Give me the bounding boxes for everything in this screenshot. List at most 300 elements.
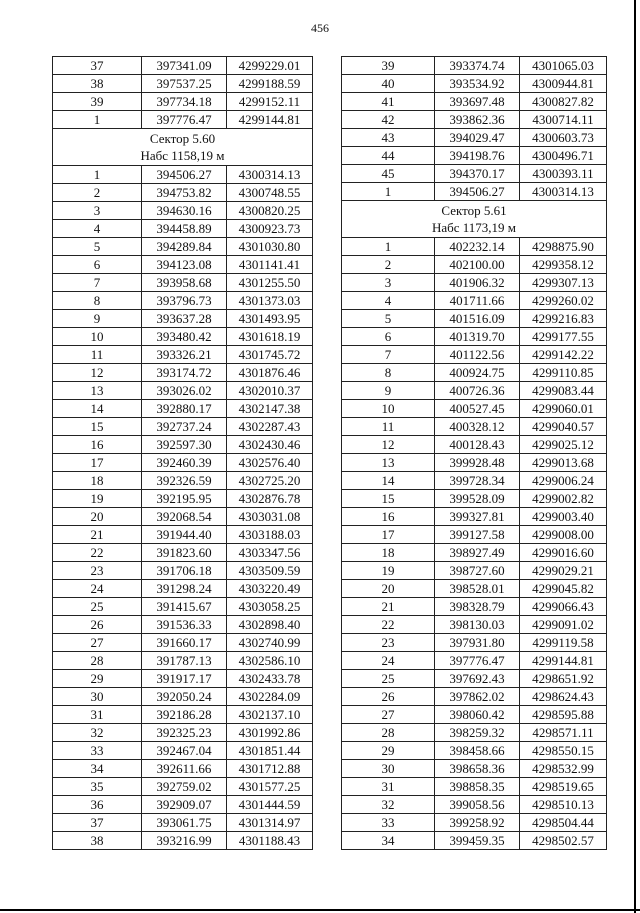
y-coordinate-cell: 4298504.44 <box>520 814 607 832</box>
table-row <box>53 688 313 706</box>
point-number-cell: 17 <box>53 454 142 472</box>
sector-area: Набс 1158,19 м <box>140 148 225 163</box>
y-coordinate-cell: 4301851.44 <box>227 742 313 760</box>
table-row <box>342 580 607 598</box>
y-coordinate-cell: 4300944.81 <box>520 75 607 93</box>
point-number-cell: 14 <box>53 400 142 418</box>
table-row <box>53 382 313 400</box>
y-coordinate-cell: 4299013.68 <box>520 454 607 472</box>
y-coordinate-cell: 4302284.09 <box>227 688 313 706</box>
x-coordinate-cell: 393374.74 <box>435 57 520 75</box>
table-row <box>342 75 607 93</box>
table-row <box>342 760 607 778</box>
x-coordinate-cell: 392880.17 <box>142 400 227 418</box>
x-coordinate-cell: 399127.58 <box>435 526 520 544</box>
y-coordinate-cell: 4300748.55 <box>227 184 313 202</box>
y-coordinate-cell: 4299177.55 <box>520 328 607 346</box>
x-coordinate-cell: 391706.18 <box>142 562 227 580</box>
point-number-cell: 20 <box>53 508 142 526</box>
point-number-cell: 19 <box>342 562 435 580</box>
x-coordinate-cell: 400527.45 <box>435 400 520 418</box>
x-coordinate-cell: 392326.59 <box>142 472 227 490</box>
y-coordinate-cell: 4299229.01 <box>227 57 313 75</box>
x-coordinate-cell: 392597.30 <box>142 436 227 454</box>
y-coordinate-cell: 4301444.59 <box>227 796 313 814</box>
point-number-cell: 45 <box>342 165 435 183</box>
table-row <box>342 129 607 147</box>
table-row <box>342 346 607 364</box>
y-coordinate-cell: 4299110.85 <box>520 364 607 382</box>
x-coordinate-cell: 399058.56 <box>435 796 520 814</box>
point-number-cell: 34 <box>342 832 435 850</box>
point-number-cell: 37 <box>53 814 142 832</box>
table-row <box>53 256 313 274</box>
y-coordinate-cell: 4298571.11 <box>520 724 607 742</box>
table-row <box>342 183 607 201</box>
y-coordinate-cell: 4302010.37 <box>227 382 313 400</box>
point-number-cell: 21 <box>342 598 435 616</box>
x-coordinate-cell: 399258.92 <box>435 814 520 832</box>
x-coordinate-cell: 392759.02 <box>142 778 227 796</box>
x-coordinate-cell: 392068.54 <box>142 508 227 526</box>
table-row <box>342 508 607 526</box>
x-coordinate-cell: 393796.73 <box>142 292 227 310</box>
table-row <box>53 544 313 562</box>
y-coordinate-cell: 4299091.02 <box>520 616 607 634</box>
x-coordinate-cell: 392737.24 <box>142 418 227 436</box>
x-coordinate-cell: 401319.70 <box>435 328 520 346</box>
y-coordinate-cell: 4301493.95 <box>227 310 313 328</box>
point-number-cell: 4 <box>53 220 142 238</box>
point-number-cell: 4 <box>342 292 435 310</box>
point-number-cell: 22 <box>53 544 142 562</box>
y-coordinate-cell: 4300820.25 <box>227 202 313 220</box>
y-coordinate-cell: 4302725.20 <box>227 472 313 490</box>
y-coordinate-cell: 4301065.03 <box>520 57 607 75</box>
x-coordinate-cell: 391298.24 <box>142 580 227 598</box>
x-coordinate-cell: 392460.39 <box>142 454 227 472</box>
table-row <box>342 652 607 670</box>
x-coordinate-cell: 399528.09 <box>435 490 520 508</box>
table-row <box>342 706 607 724</box>
point-number-cell: 16 <box>53 436 142 454</box>
x-coordinate-cell: 398858.35 <box>435 778 520 796</box>
point-number-cell: 25 <box>53 598 142 616</box>
point-number-cell: 33 <box>53 742 142 760</box>
x-coordinate-cell: 400726.36 <box>435 382 520 400</box>
point-number-cell: 1 <box>342 183 435 201</box>
y-coordinate-cell: 4301618.19 <box>227 328 313 346</box>
point-number-cell: 35 <box>53 778 142 796</box>
table-row <box>342 814 607 832</box>
x-coordinate-cell: 398927.49 <box>435 544 520 562</box>
x-coordinate-cell: 391660.17 <box>142 634 227 652</box>
point-number-cell: 11 <box>53 346 142 364</box>
sector-header-row <box>342 201 607 238</box>
table-row <box>342 796 607 814</box>
point-number-cell: 26 <box>53 616 142 634</box>
x-coordinate-cell: 392186.28 <box>142 706 227 724</box>
x-coordinate-cell: 400128.43 <box>435 436 520 454</box>
point-number-cell: 24 <box>342 652 435 670</box>
x-coordinate-cell: 391415.67 <box>142 598 227 616</box>
x-coordinate-cell: 398458.66 <box>435 742 520 760</box>
y-coordinate-cell: 4299358.12 <box>520 256 607 274</box>
x-coordinate-cell: 400328.12 <box>435 418 520 436</box>
table-row <box>53 454 313 472</box>
table-row <box>53 436 313 454</box>
point-number-cell: 30 <box>342 760 435 778</box>
point-number-cell: 16 <box>342 508 435 526</box>
point-number-cell: 7 <box>342 346 435 364</box>
table-row <box>342 526 607 544</box>
x-coordinate-cell: 393026.02 <box>142 382 227 400</box>
table-row <box>53 364 313 382</box>
point-number-cell: 36 <box>53 796 142 814</box>
x-coordinate-cell: 399928.48 <box>435 454 520 472</box>
point-number-cell: 15 <box>342 490 435 508</box>
table-row <box>342 724 607 742</box>
table-row <box>53 526 313 544</box>
y-coordinate-cell: 4302147.38 <box>227 400 313 418</box>
y-coordinate-cell: 4299025.12 <box>520 436 607 454</box>
table-row <box>342 57 607 75</box>
x-coordinate-cell: 402232.14 <box>435 238 520 256</box>
table-row <box>342 400 607 418</box>
table-row <box>342 382 607 400</box>
table-row <box>342 147 607 165</box>
point-number-cell: 41 <box>342 93 435 111</box>
x-coordinate-cell: 397734.18 <box>142 93 227 111</box>
sector-header-row <box>53 129 313 166</box>
scan-edge-line <box>0 909 640 911</box>
table-row <box>53 760 313 778</box>
x-coordinate-cell: 394198.76 <box>435 147 520 165</box>
x-coordinate-cell: 397341.09 <box>142 57 227 75</box>
y-coordinate-cell: 4303509.59 <box>227 562 313 580</box>
table-row <box>342 436 607 454</box>
x-coordinate-cell: 402100.00 <box>435 256 520 274</box>
y-coordinate-cell: 4301188.43 <box>227 832 313 850</box>
x-coordinate-cell: 398060.42 <box>435 706 520 724</box>
y-coordinate-cell: 4298519.65 <box>520 778 607 796</box>
point-number-cell: 5 <box>53 238 142 256</box>
point-number-cell: 29 <box>342 742 435 760</box>
point-number-cell: 9 <box>53 310 142 328</box>
point-number-cell: 21 <box>53 526 142 544</box>
x-coordinate-cell: 394370.17 <box>435 165 520 183</box>
table-row <box>53 508 313 526</box>
point-number-cell: 25 <box>342 670 435 688</box>
table-row <box>53 166 313 184</box>
point-number-cell: 43 <box>342 129 435 147</box>
point-number-cell: 40 <box>342 75 435 93</box>
y-coordinate-cell: 4300314.13 <box>227 166 313 184</box>
point-number-cell: 17 <box>342 526 435 544</box>
y-coordinate-cell: 4302287.43 <box>227 418 313 436</box>
table-row <box>342 742 607 760</box>
x-coordinate-cell: 393534.92 <box>435 75 520 93</box>
table-row <box>53 472 313 490</box>
y-coordinate-cell: 4301876.46 <box>227 364 313 382</box>
y-coordinate-cell: 4303058.25 <box>227 598 313 616</box>
point-number-cell: 8 <box>53 292 142 310</box>
x-coordinate-cell: 391787.13 <box>142 652 227 670</box>
y-coordinate-cell: 4303188.03 <box>227 526 313 544</box>
point-number-cell: 32 <box>342 796 435 814</box>
x-coordinate-cell: 394506.27 <box>435 183 520 201</box>
table-row <box>53 75 313 93</box>
x-coordinate-cell: 391944.40 <box>142 526 227 544</box>
point-number-cell: 18 <box>342 544 435 562</box>
sector-title: Сектор 5.60 <box>149 131 216 146</box>
point-number-cell: 23 <box>53 562 142 580</box>
sector-header-cell <box>342 201 607 238</box>
x-coordinate-cell: 391823.60 <box>142 544 227 562</box>
table-row <box>342 634 607 652</box>
table-row <box>53 832 313 850</box>
point-number-cell: 22 <box>342 616 435 634</box>
table-row <box>53 598 313 616</box>
x-coordinate-cell: 393480.42 <box>142 328 227 346</box>
y-coordinate-cell: 4298532.99 <box>520 760 607 778</box>
y-coordinate-cell: 4298595.88 <box>520 706 607 724</box>
point-number-cell: 18 <box>53 472 142 490</box>
table-row <box>342 490 607 508</box>
y-coordinate-cell: 4302137.10 <box>227 706 313 724</box>
y-coordinate-cell: 4301745.72 <box>227 346 313 364</box>
table-row <box>53 796 313 814</box>
table-row <box>342 688 607 706</box>
table-row <box>342 832 607 850</box>
x-coordinate-cell: 398328.79 <box>435 598 520 616</box>
y-coordinate-cell: 4299003.40 <box>520 508 607 526</box>
point-number-cell: 3 <box>53 202 142 220</box>
point-number-cell: 31 <box>342 778 435 796</box>
y-coordinate-cell: 4299066.43 <box>520 598 607 616</box>
y-coordinate-cell: 4299119.58 <box>520 634 607 652</box>
y-coordinate-cell: 4302430.46 <box>227 436 313 454</box>
sector-area: Набс 1173,19 м <box>431 220 517 235</box>
x-coordinate-cell: 397537.25 <box>142 75 227 93</box>
table-row <box>342 93 607 111</box>
point-number-cell: 13 <box>53 382 142 400</box>
scan-edge-line <box>634 0 636 913</box>
table-row <box>342 562 607 580</box>
point-number-cell: 30 <box>53 688 142 706</box>
x-coordinate-cell: 401711.66 <box>435 292 520 310</box>
point-number-cell: 42 <box>342 111 435 129</box>
point-number-cell: 7 <box>53 274 142 292</box>
y-coordinate-cell: 4300496.71 <box>520 147 607 165</box>
table-row <box>53 742 313 760</box>
x-coordinate-cell: 398130.03 <box>435 616 520 634</box>
x-coordinate-cell: 393958.68 <box>142 274 227 292</box>
point-number-cell: 34 <box>53 760 142 778</box>
y-coordinate-cell: 4299006.24 <box>520 472 607 490</box>
table-row <box>53 292 313 310</box>
table-row <box>53 562 313 580</box>
x-coordinate-cell: 399327.81 <box>435 508 520 526</box>
table-row <box>53 580 313 598</box>
point-number-cell: 27 <box>342 706 435 724</box>
point-number-cell: 1 <box>53 166 142 184</box>
point-number-cell: 39 <box>342 57 435 75</box>
x-coordinate-cell: 401516.09 <box>435 310 520 328</box>
y-coordinate-cell: 4300393.11 <box>520 165 607 183</box>
y-coordinate-cell: 4300714.11 <box>520 111 607 129</box>
y-coordinate-cell: 4301314.97 <box>227 814 313 832</box>
x-coordinate-cell: 392325.23 <box>142 724 227 742</box>
table-row <box>53 814 313 832</box>
point-number-cell: 1 <box>53 111 142 129</box>
table-row <box>53 670 313 688</box>
y-coordinate-cell: 4301373.03 <box>227 292 313 310</box>
point-number-cell: 2 <box>342 256 435 274</box>
point-number-cell: 6 <box>342 328 435 346</box>
table-row <box>53 724 313 742</box>
x-coordinate-cell: 393697.48 <box>435 93 520 111</box>
x-coordinate-cell: 397776.47 <box>142 111 227 129</box>
x-coordinate-cell: 394029.47 <box>435 129 520 147</box>
table-row <box>53 418 313 436</box>
point-number-cell: 28 <box>53 652 142 670</box>
x-coordinate-cell: 393862.36 <box>435 111 520 129</box>
table-row <box>342 310 607 328</box>
point-number-cell: 31 <box>53 706 142 724</box>
point-number-cell: 10 <box>53 328 142 346</box>
x-coordinate-cell: 392909.07 <box>142 796 227 814</box>
y-coordinate-cell: 4299083.44 <box>520 382 607 400</box>
table-row <box>342 328 607 346</box>
y-coordinate-cell: 4298651.92 <box>520 670 607 688</box>
table-row <box>53 184 313 202</box>
y-coordinate-cell: 4299152.11 <box>227 93 313 111</box>
x-coordinate-cell: 397692.43 <box>435 670 520 688</box>
y-coordinate-cell: 4301030.80 <box>227 238 313 256</box>
table-row <box>53 274 313 292</box>
y-coordinate-cell: 4298510.13 <box>520 796 607 814</box>
y-coordinate-cell: 4299029.21 <box>520 562 607 580</box>
table-row <box>53 706 313 724</box>
y-coordinate-cell: 4298502.57 <box>520 832 607 850</box>
y-coordinate-cell: 4299045.82 <box>520 580 607 598</box>
x-coordinate-cell: 393216.99 <box>142 832 227 850</box>
table-row <box>53 202 313 220</box>
table-row <box>53 634 313 652</box>
table-row <box>53 346 313 364</box>
point-number-cell: 26 <box>342 688 435 706</box>
x-coordinate-cell: 391536.33 <box>142 616 227 634</box>
x-coordinate-cell: 394506.27 <box>142 166 227 184</box>
x-coordinate-cell: 394630.16 <box>142 202 227 220</box>
point-number-cell: 27 <box>53 634 142 652</box>
y-coordinate-cell: 4303347.56 <box>227 544 313 562</box>
coordinates-table-right <box>341 56 607 850</box>
y-coordinate-cell: 4303220.49 <box>227 580 313 598</box>
point-number-cell: 10 <box>342 400 435 418</box>
y-coordinate-cell: 4301577.25 <box>227 778 313 796</box>
y-coordinate-cell: 4301712.88 <box>227 760 313 778</box>
point-number-cell: 37 <box>53 57 142 75</box>
table-row <box>53 111 313 129</box>
y-coordinate-cell: 4299144.81 <box>520 652 607 670</box>
x-coordinate-cell: 393061.75 <box>142 814 227 832</box>
y-coordinate-cell: 4302586.10 <box>227 652 313 670</box>
y-coordinate-cell: 4299216.83 <box>520 310 607 328</box>
y-coordinate-cell: 4303031.08 <box>227 508 313 526</box>
point-number-cell: 19 <box>53 490 142 508</box>
table-row <box>53 93 313 111</box>
y-coordinate-cell: 4299260.02 <box>520 292 607 310</box>
x-coordinate-cell: 397862.02 <box>435 688 520 706</box>
x-coordinate-cell: 401122.56 <box>435 346 520 364</box>
table-row <box>342 598 607 616</box>
table-row <box>53 778 313 796</box>
x-coordinate-cell: 394123.08 <box>142 256 227 274</box>
table-row <box>53 490 313 508</box>
point-number-cell: 12 <box>53 364 142 382</box>
point-number-cell: 38 <box>53 75 142 93</box>
point-number-cell: 29 <box>53 670 142 688</box>
y-coordinate-cell: 4298550.15 <box>520 742 607 760</box>
point-number-cell: 13 <box>342 454 435 472</box>
x-coordinate-cell: 400924.75 <box>435 364 520 382</box>
table-row <box>342 165 607 183</box>
x-coordinate-cell: 393174.72 <box>142 364 227 382</box>
table-row <box>342 274 607 292</box>
point-number-cell: 28 <box>342 724 435 742</box>
y-coordinate-cell: 4302433.78 <box>227 670 313 688</box>
x-coordinate-cell: 393637.28 <box>142 310 227 328</box>
x-coordinate-cell: 399728.34 <box>435 472 520 490</box>
point-number-cell: 3 <box>342 274 435 292</box>
table-body <box>342 57 607 850</box>
x-coordinate-cell: 398658.36 <box>435 760 520 778</box>
table-row <box>53 57 313 75</box>
table-row <box>342 472 607 490</box>
point-number-cell: 20 <box>342 580 435 598</box>
table-row <box>342 111 607 129</box>
table-row <box>342 292 607 310</box>
point-number-cell: 11 <box>342 418 435 436</box>
y-coordinate-cell: 4302876.78 <box>227 490 313 508</box>
x-coordinate-cell: 399459.35 <box>435 832 520 850</box>
table-row <box>342 256 607 274</box>
point-number-cell: 6 <box>53 256 142 274</box>
coordinates-table-left <box>52 56 313 850</box>
y-coordinate-cell: 4301255.50 <box>227 274 313 292</box>
y-coordinate-cell: 4299040.57 <box>520 418 607 436</box>
y-coordinate-cell: 4299016.60 <box>520 544 607 562</box>
point-number-cell: 1 <box>342 238 435 256</box>
point-number-cell: 15 <box>53 418 142 436</box>
table-row <box>53 220 313 238</box>
point-number-cell: 24 <box>53 580 142 598</box>
y-coordinate-cell: 4300603.73 <box>520 129 607 147</box>
point-number-cell: 9 <box>342 382 435 400</box>
y-coordinate-cell: 4299008.00 <box>520 526 607 544</box>
x-coordinate-cell: 398259.32 <box>435 724 520 742</box>
x-coordinate-cell: 393326.21 <box>142 346 227 364</box>
table-row <box>342 544 607 562</box>
point-number-cell: 23 <box>342 634 435 652</box>
y-coordinate-cell: 4300314.13 <box>520 183 607 201</box>
y-coordinate-cell: 4299188.59 <box>227 75 313 93</box>
table-row <box>342 454 607 472</box>
point-number-cell: 14 <box>342 472 435 490</box>
table-row <box>53 616 313 634</box>
